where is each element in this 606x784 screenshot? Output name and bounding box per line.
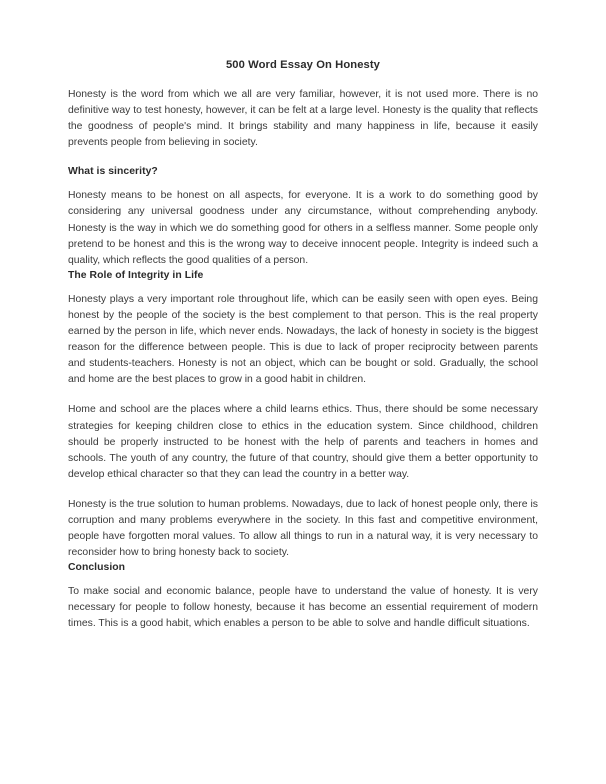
section-paragraph: Honesty plays a very important role throughout life, which can be easily seen with open eyes. Being honest by the people of the society is the best complement to that person. This is the real property earned by the person in life, which never ends. Nowadays, the lack of honesty in society is the biggest reason for the difference between people. This is due to lack of proper reciprocity between parents and students-teachers. Honesty is not an object, which can be bought or sold. Gradually, the school and home are the best places to grow in a good habit in children.: [68, 293, 538, 386]
section-what-is-sincerity: [68, 165, 538, 268]
section-heading: What is sincerity?: [68, 166, 158, 178]
section-conclusion: [68, 561, 538, 632]
section-role-of-integrity: [68, 269, 538, 561]
section-paragraph: Honesty is the true solution to human problems. Nowadays, due to lack of honest people only, there is corruption and many problems everywhere in the society. In this fast and competitive environment, people have forgotten moral values. To allow all things to run in a natural way, it is very necessary to reconsider how to bring honesty back to society.: [68, 498, 538, 559]
section-paragraph: To make social and economic balance, people have to understand the value of honesty. It is very necessary for people to follow honesty, because it has become an essential requirement of modern times. This is a good habit, which enables a person to be able to solve and handle difficult situations.: [68, 586, 538, 630]
section-heading: The Role of Integrity in Life: [68, 269, 204, 281]
section-paragraph: Honesty means to be honest on all aspects, for everyone. It is a work to do something good by considering any universal goodness under any circumstance, without comprehending anybody. Honesty is the way in which we do something good for others in a selfless manner. Some people only pretend to be honest and this is the wrong way to deceive innocent people. Integrity is indeed such a quality, which reflects the good qualities of a person.: [68, 190, 538, 266]
section-heading: Conclusion: [68, 562, 126, 574]
section-paragraph: Home and school are the places where a child learns ethics. Thus, there should be some necessary strategies for keeping children close to ethics in the education system. Since childhood, children should be properly instructed to be honest with the help of parents and teachers in homes and schools. The youth of any country, the future of that country, should give them a better opportunity to develop ethical character so that they can lead the country in a better way.: [68, 404, 538, 480]
page-title: 500 Word Essay On Honesty: [225, 59, 380, 71]
intro-paragraph: Honesty is the word from which we all are very familiar, however, it is not used more. There is no definitive way to test honesty, however, it can be felt at a large level. Honesty is the quality that reflects the goodness of people's mind. It brings stability and many happiness in life, because it easily prevents people from believing in society.: [68, 89, 538, 149]
